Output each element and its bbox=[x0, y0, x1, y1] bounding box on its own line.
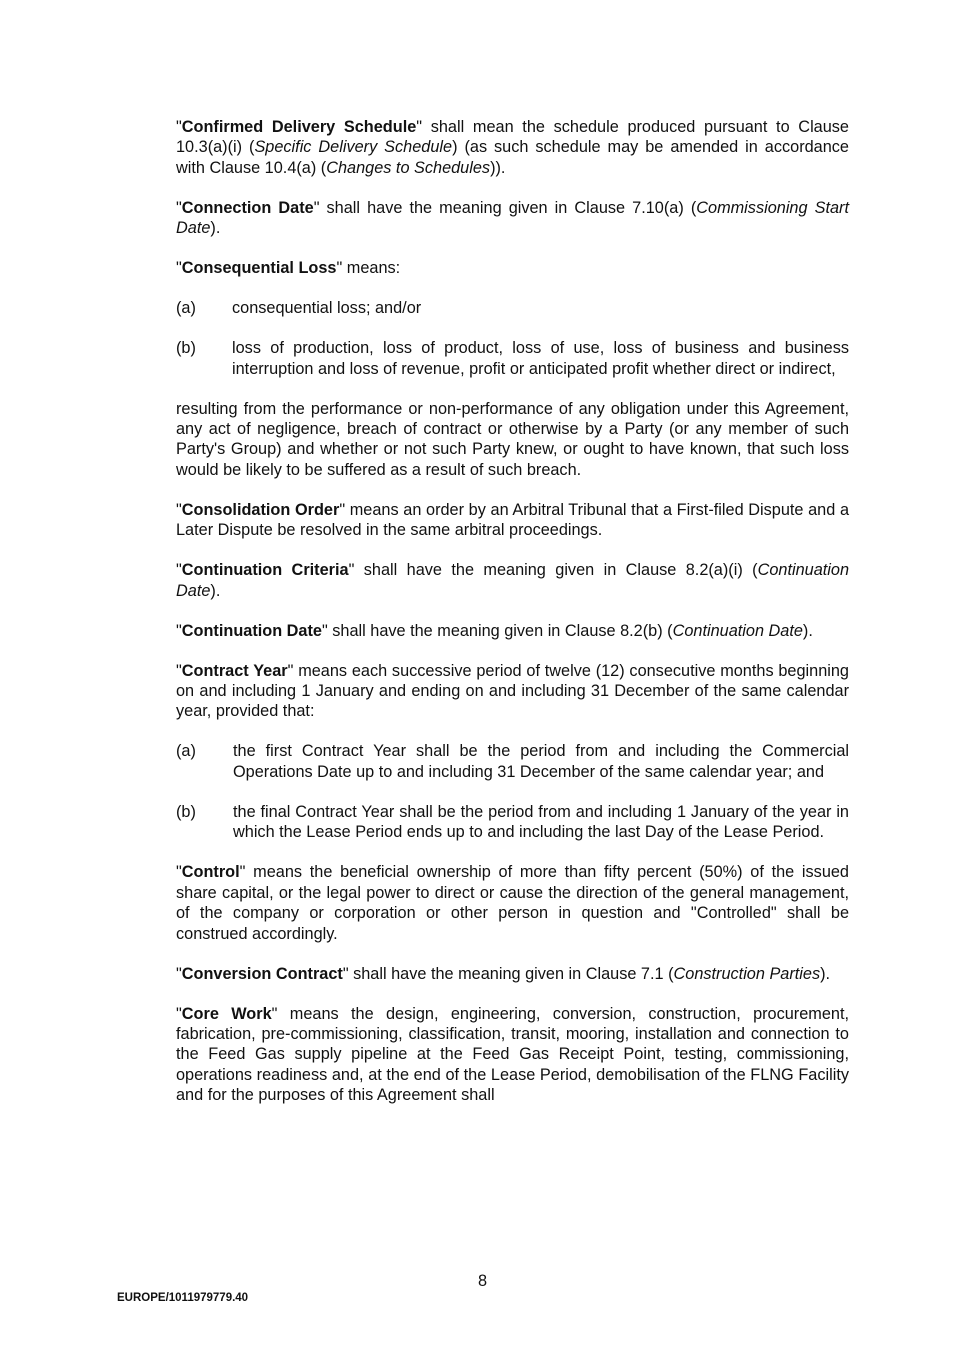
definition-text: " means an order by an Arbitral Tribunal that a First-filed Dispute and a Later Dispute be resolved in the same arbitral proceedings. bbox=[176, 500, 849, 540]
defined-term: Connection Date bbox=[181, 198, 314, 217]
list-label: (b) bbox=[176, 802, 196, 821]
open-quote: " bbox=[176, 500, 182, 519]
definition-text: ) (as such schedule may be amended in accordance with Clause 10.4(a) ( bbox=[176, 138, 849, 177]
list-text: the first Contract Year shall be the period from and including the Commercial Operations Date up to and including 31 December of the same calendar year; and bbox=[233, 742, 849, 781]
defined-term: Consolidation Order bbox=[181, 500, 340, 519]
open-quote: " bbox=[176, 1004, 182, 1023]
consequential-loss-trailing: resulting from the performance or non-performance of any obligation under this Agreement, any act of negligence, breach of contract or otherwise by a Party (or any member of such Party's Group) and whether or not such Party knew, or ought to have known, that such loss would be likely to be suffered as a result of such breach. bbox=[176, 399, 849, 479]
document-reference: EUROPE/1011979779.40 bbox=[117, 1292, 249, 1304]
definition-text: ). bbox=[802, 621, 813, 640]
page-number: 8 bbox=[477, 1272, 488, 1290]
defined-term: Contract Year bbox=[181, 661, 288, 680]
open-quote: " bbox=[176, 621, 182, 640]
definition-text: " shall have the meaning given in Clause 8.2(a)(i) ( bbox=[348, 561, 758, 580]
defined-term: Control bbox=[181, 863, 240, 882]
open-quote: " bbox=[176, 259, 182, 278]
open-quote: " bbox=[176, 561, 182, 580]
list-text: the final Contract Year shall be the period from and including 1 January of the year in which the Lease Period ends up to and including the last Day of the Lease Period. bbox=[233, 802, 849, 842]
list-text: consequential loss; and/or bbox=[232, 299, 422, 318]
definition-text: " shall have the meaning given in Clause 7.1 ( bbox=[342, 964, 674, 983]
definition-continuation-criteria bbox=[176, 560, 849, 601]
definition-control bbox=[176, 862, 849, 944]
defined-term: Confirmed Delivery Schedule bbox=[181, 118, 417, 136]
defined-term: Consequential Loss bbox=[181, 259, 337, 278]
defined-term: Core Work bbox=[181, 1004, 272, 1023]
clause-title: Continuation Date bbox=[672, 621, 803, 640]
definition-consequential-loss bbox=[176, 258, 849, 278]
open-quote: " bbox=[176, 661, 182, 680]
list-label: (b) bbox=[176, 339, 196, 358]
list-label: (a) bbox=[176, 299, 196, 318]
definition-consolidation-order bbox=[176, 500, 849, 541]
definition-text: " means: bbox=[336, 259, 401, 278]
open-quote: " bbox=[176, 198, 182, 217]
definition-core-work bbox=[176, 1004, 849, 1106]
definition-text: ). bbox=[820, 964, 831, 983]
definition-connection-date bbox=[176, 198, 849, 239]
definition-conversion-contract bbox=[176, 964, 849, 984]
defined-term: Continuation Criteria bbox=[181, 561, 349, 580]
definition-text: ). bbox=[210, 219, 221, 238]
list-text: loss of production, loss of product, loss of use, loss of business and business interruption and loss of revenue, profit or anticipated profit whether direct or indirect, bbox=[232, 339, 849, 378]
definition-text: " shall mean the schedule produced pursuant to Clause 10.3(a)(i) ( bbox=[176, 118, 849, 157]
list-item bbox=[176, 741, 849, 782]
clause-title: Construction Parties bbox=[673, 964, 821, 983]
open-quote: " bbox=[176, 964, 182, 983]
definition-confirmed-delivery-schedule bbox=[176, 117, 849, 178]
clause-title: Continuation Date bbox=[176, 561, 850, 600]
definition-text: " means the beneficial ownership of more than fifty percent (50%) of the issued share capital, or the legal power to direct or cause the direction of the general management, of the company or corporation or other person in question and "Controlled" shall be construed accordingly. bbox=[176, 863, 849, 943]
list-item bbox=[176, 338, 849, 379]
definition-text: " shall have the meaning given in Clause 7.10(a) ( bbox=[313, 198, 697, 217]
definition-text: )). bbox=[490, 158, 506, 177]
open-quote: " bbox=[176, 863, 182, 882]
definition-text: " shall have the meaning given in Clause 8.2(b) ( bbox=[321, 621, 673, 640]
clause-title: Specific Delivery Schedule bbox=[254, 138, 453, 157]
definition-continuation-date bbox=[176, 621, 849, 641]
definition-text: ). bbox=[210, 581, 221, 600]
definition-contract-year bbox=[176, 661, 849, 722]
open-quote: " bbox=[176, 118, 182, 136]
list-item bbox=[176, 298, 849, 318]
definitions-body bbox=[176, 117, 849, 1125]
definition-text: " means the design, engineering, conversion, construction, procurement, fabrication, pre-commissioning, classification, transit, mooring, installation and connection to the Feed Gas supply pipeline at the Feed Gas Receipt Point, testing, commissioning, operations readiness and, at the end of the Lease Period, demobilisation of the FLNG Facility and for the purposes of this Agreement shall bbox=[176, 1004, 849, 1105]
defined-term: Conversion Contract bbox=[181, 964, 343, 983]
definition-text: " means each successive period of twelve (12) consecutive months beginning on and including 1 January and ending on and including 31 December of the same calendar year, provided that: bbox=[176, 661, 849, 721]
defined-term: Continuation Date bbox=[181, 621, 322, 640]
list-label: (a) bbox=[176, 742, 196, 761]
clause-title: Commissioning Start Date bbox=[176, 198, 849, 238]
list-item bbox=[176, 802, 849, 843]
clause-title: Changes to Schedules bbox=[326, 158, 491, 177]
